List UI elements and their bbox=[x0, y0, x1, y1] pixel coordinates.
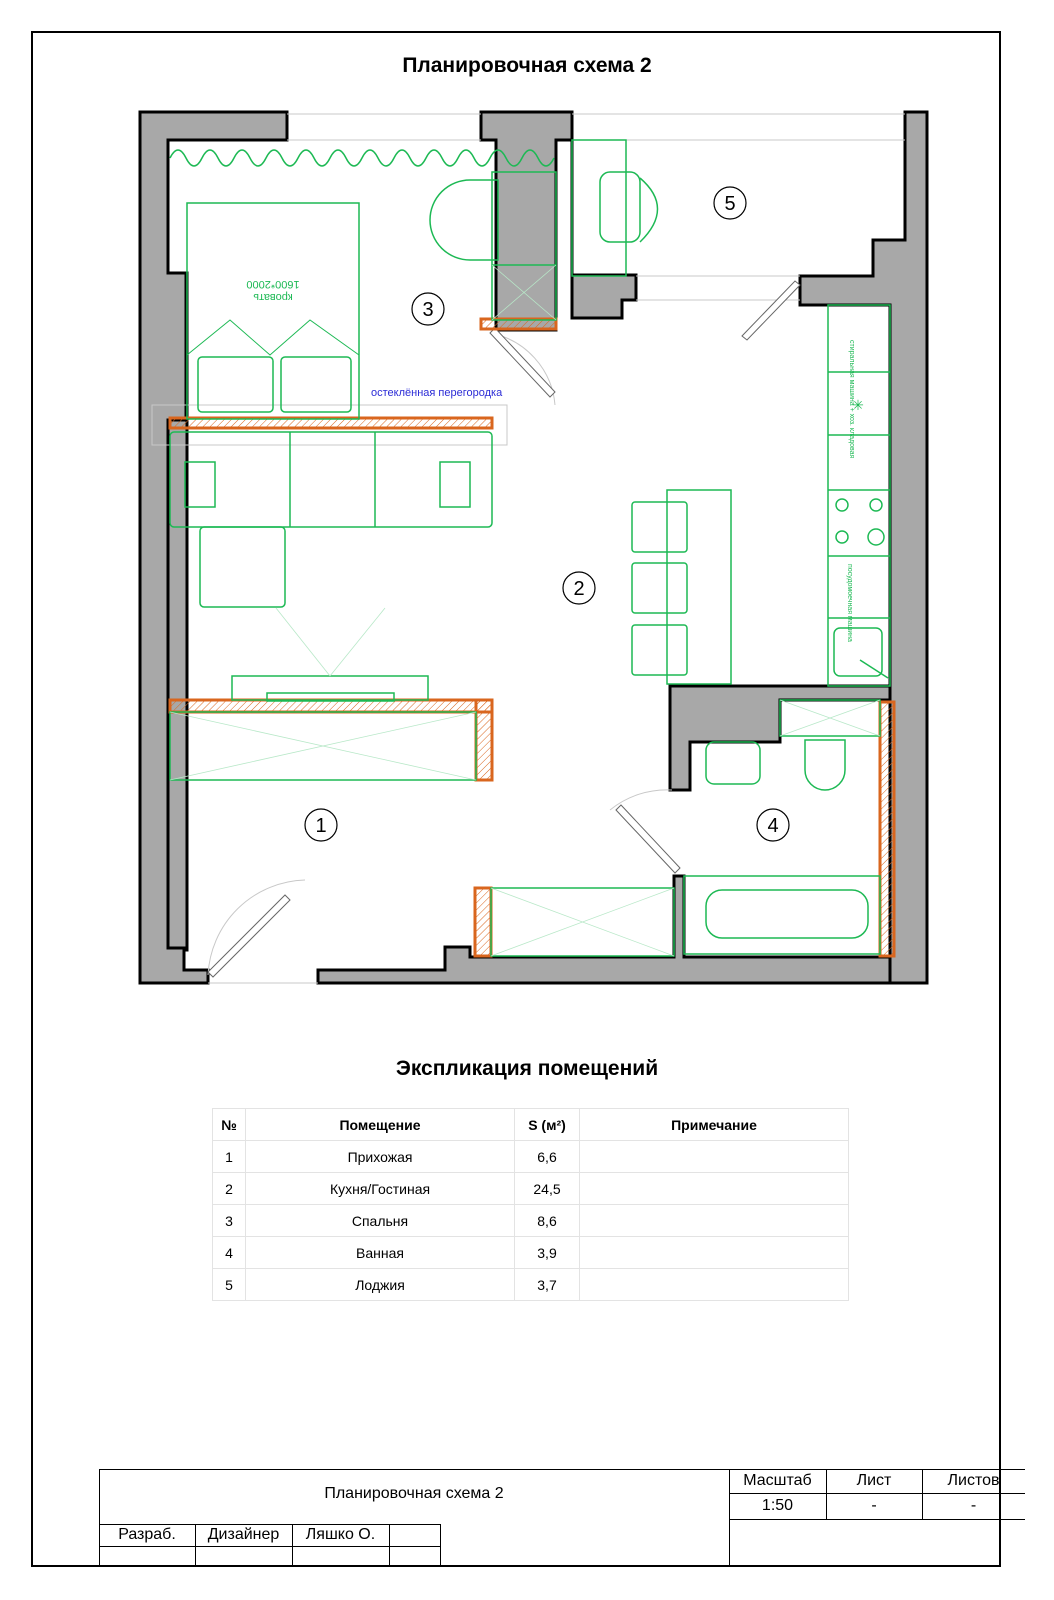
row-note bbox=[580, 1141, 849, 1173]
row-note bbox=[580, 1205, 849, 1237]
walls bbox=[140, 112, 927, 983]
stamp-role: Дизайнер bbox=[207, 1526, 280, 1543]
stamp-scale-label: Масштаб bbox=[743, 1472, 812, 1489]
sheet-title: Планировочная схема 2 bbox=[402, 54, 652, 77]
svg-text:4: 4 bbox=[767, 815, 779, 837]
dishwasher-label: посудомоечная машина bbox=[846, 564, 853, 642]
header-area: S (м²) bbox=[515, 1109, 580, 1141]
fridge-icon: ✳ bbox=[852, 397, 864, 413]
row-area: 3,7 bbox=[515, 1269, 580, 1301]
header-room: Помещение bbox=[246, 1109, 515, 1141]
row-number: 5 bbox=[213, 1269, 246, 1301]
explication-table bbox=[212, 1108, 849, 1301]
header-note: Примечание bbox=[580, 1109, 849, 1141]
washer-label: стиральная машина + хоз. кладовая bbox=[848, 340, 855, 459]
table-row bbox=[213, 1141, 849, 1173]
doors bbox=[208, 281, 800, 977]
row-number: 4 bbox=[213, 1237, 246, 1269]
room-marker-1 bbox=[305, 809, 337, 841]
row-note bbox=[580, 1269, 849, 1301]
row-room: Прихожая bbox=[246, 1141, 515, 1173]
row-area: 8,6 bbox=[515, 1205, 580, 1237]
table-header-row bbox=[213, 1109, 849, 1141]
row-number: 1 bbox=[213, 1141, 246, 1173]
row-note bbox=[580, 1237, 849, 1269]
row-area: 24,5 bbox=[515, 1173, 580, 1205]
bed-label: кровать bbox=[253, 291, 293, 303]
stamp-sheet-label: Лист bbox=[856, 1472, 892, 1489]
room-marker-3 bbox=[412, 293, 444, 325]
glass-partition-label: остеклённая перегородка bbox=[371, 387, 503, 399]
row-note bbox=[580, 1173, 849, 1205]
room-marker-5 bbox=[714, 187, 746, 219]
plan-labels bbox=[246, 278, 863, 642]
stamp-developer-label: Разраб. bbox=[118, 1526, 176, 1543]
svg-text:5: 5 bbox=[724, 193, 736, 215]
wall-top-mid bbox=[481, 112, 636, 330]
svg-text:1: 1 bbox=[315, 815, 327, 837]
header-number: № bbox=[213, 1109, 246, 1141]
row-room: Спальня bbox=[246, 1205, 515, 1237]
stamp-name: Ляшко О. bbox=[305, 1526, 376, 1543]
sofa bbox=[170, 432, 492, 527]
partitions bbox=[170, 319, 894, 956]
row-room: Ванная bbox=[246, 1237, 515, 1269]
row-room: Кухня/Гостиная bbox=[246, 1173, 515, 1205]
wall-left-main bbox=[140, 112, 287, 983]
table-row bbox=[213, 1173, 849, 1205]
svg-text:2: 2 bbox=[573, 578, 585, 600]
room-marker-2 bbox=[563, 572, 595, 604]
stamp-scale-value: 1:50 bbox=[761, 1497, 794, 1514]
stamp-sheets-value: - bbox=[970, 1497, 977, 1514]
row-room: Лоджия bbox=[246, 1269, 515, 1301]
stamp-title: Планировочная схема 2 bbox=[324, 1485, 504, 1502]
stamp-sheets-label: Листов bbox=[947, 1472, 1000, 1489]
explication-title: Экспликация помещений bbox=[395, 1057, 659, 1080]
row-number: 2 bbox=[213, 1173, 246, 1205]
table-row bbox=[213, 1237, 849, 1269]
table-row bbox=[213, 1205, 849, 1237]
bed-size-label: 1600*2000 bbox=[246, 278, 300, 290]
svg-text:3: 3 bbox=[422, 299, 434, 321]
room-marker-4 bbox=[757, 809, 789, 841]
stamp-sheet-value: - bbox=[871, 1497, 877, 1514]
title-block bbox=[99, 1469, 1025, 1567]
wall-right bbox=[800, 112, 927, 983]
table-row bbox=[213, 1269, 849, 1301]
row-area: 6,6 bbox=[515, 1141, 580, 1173]
row-area: 3,9 bbox=[515, 1237, 580, 1269]
row-number: 3 bbox=[213, 1205, 246, 1237]
